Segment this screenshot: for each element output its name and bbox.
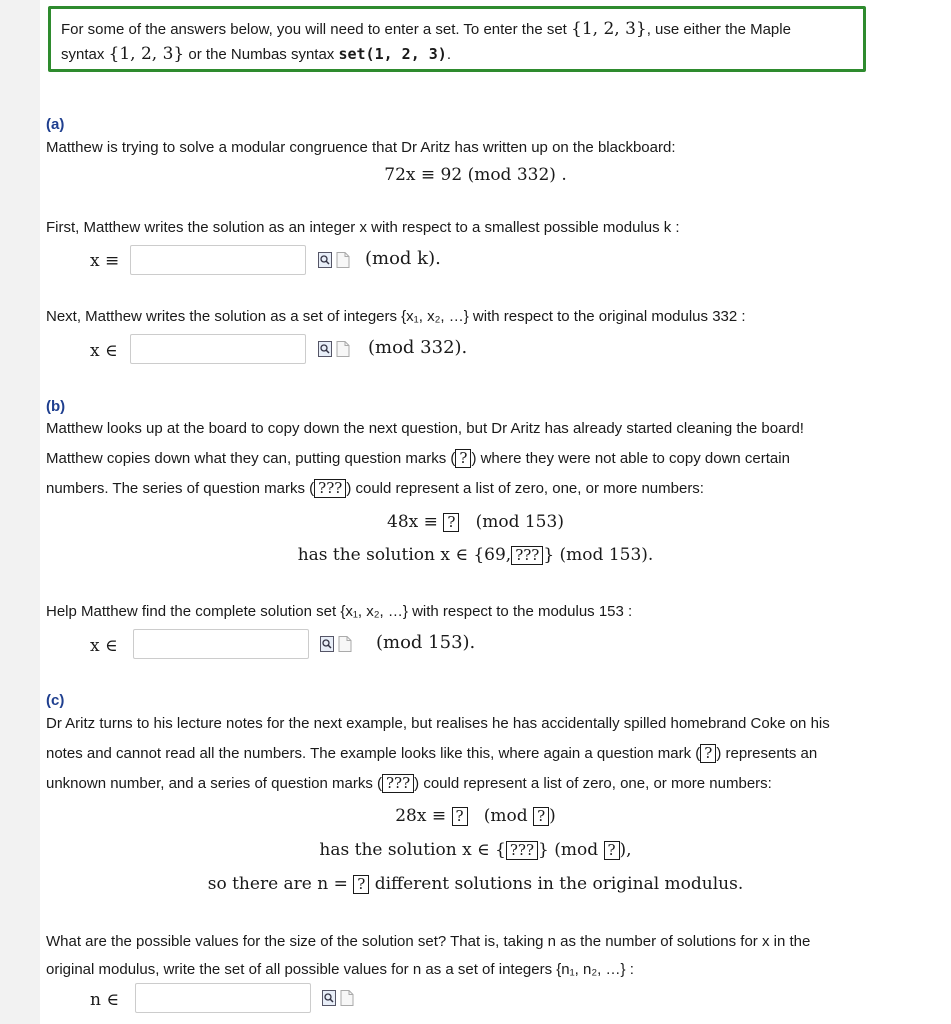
part-c-answer-input[interactable] (135, 983, 311, 1013)
part-a-q1-text: First, Matthew writes the solution as an integer x with respect to a smallest possible modulus k : (46, 219, 680, 236)
preview-icon[interactable] (322, 990, 336, 1006)
unknown-list-box: ??? (314, 479, 346, 498)
unknown-list-box: ??? (382, 774, 414, 793)
part-c-heading: (c) (46, 692, 65, 709)
set-example: {1, 2, 3} (571, 19, 647, 39)
part-b-para-line-1: Matthew looks up at the board to copy down the next question, but Dr Aritz has already started cleaning the board! (46, 420, 804, 437)
unknown-box: ? (533, 807, 549, 826)
unknown-box: ? (455, 449, 471, 468)
part-a-intro: Matthew is trying to solve a modular congruence that Dr Aritz has written up on the blackboard: (46, 139, 676, 156)
part-c-equation-2: has the solution x ∈ { ??? } (mod ? ), (319, 840, 632, 860)
document-icon[interactable] (336, 252, 350, 268)
part-a-q1-mod: (mod k). (365, 248, 441, 269)
part-b-para-line-3: numbers. The series of question marks ( ??? ) could represent a list of zero, one, or more numbers: (46, 479, 704, 497)
notice-line-1: For some of the answers below, you will need to enter a set. To enter the set {1, 2, 3}, use either the Maple (61, 19, 791, 39)
unknown-box: ? (700, 744, 716, 763)
part-b-help-text: Help Matthew find the complete solution set {x₁, x₂, …} with respect to the modulus 153 : (46, 603, 633, 620)
notice-line-2: syntax {1, 2, 3} or the Numbas syntax set(1, 2, 3). (61, 44, 452, 64)
document-icon[interactable] (340, 990, 354, 1006)
part-b-equation-2: has the solution x ∈ {69, ??? } (mod 153). (297, 545, 654, 565)
part-c-question-line-1: What are the possible values for the size of the solution set? That is, taking n as the number of solutions for x in the (46, 933, 811, 950)
part-a-answer-2-input[interactable] (130, 334, 306, 364)
part-b-answer-input[interactable] (133, 629, 309, 659)
part-c-question-line-2: original modulus, write the set of all possible values for n as a set of integers {n₁, n₂, …} : (46, 961, 634, 978)
part-c-equation-1: 28x ≡ ? (mod ? ) (395, 806, 556, 826)
part-a-q2-text: Next, Matthew writes the solution as a set of integers {x₁, x₂, …} with respect to the original modulus 332 : (46, 308, 746, 325)
part-c-para-line-2: notes and cannot read all the numbers. The example looks like this, where again a question mark ( ? ) represents an (46, 744, 818, 762)
part-b-answer-mod: (mod 153). (376, 632, 476, 653)
part-a-q2-mod: (mod 332). (368, 337, 468, 358)
preview-icon[interactable] (320, 636, 334, 652)
part-a-q1-label: x ≡ (90, 251, 120, 271)
document-icon[interactable] (338, 636, 352, 652)
part-b-para-line-2: Matthew copies down what they can, putting question marks ( ? ) where they were not able to copy down certain (46, 449, 790, 467)
unknown-list-box: ??? (511, 546, 543, 565)
part-a-congruence: 72x ≡ 92 (mod 332) . (384, 165, 567, 185)
part-b-equation-1: 48x ≡ ? (mod 153) (387, 512, 564, 532)
part-c-para-line-3: unknown number, and a series of question marks ( ??? ) could represent a list of zero, one, or more numbers: (46, 774, 772, 792)
part-c-answer-label: n ∈ (90, 990, 119, 1010)
numbas-syntax: set(1, 2, 3) (338, 45, 447, 63)
unknown-box: ? (604, 841, 620, 860)
part-c-equation-3: so there are n = ? different solutions in the original modulus. (207, 874, 744, 894)
set-entry-notice (48, 6, 866, 72)
unknown-list-box: ??? (506, 841, 538, 860)
preview-icon[interactable] (318, 252, 332, 268)
part-a-heading: (a) (46, 116, 65, 133)
part-c-para-line-1: Dr Aritz turns to his lecture notes for the next example, but realises he has accidentally spilled homebrand Coke on his (46, 715, 830, 732)
preview-icon[interactable] (318, 341, 332, 357)
maple-syntax: {1, 2, 3} (108, 44, 185, 64)
document-icon[interactable] (336, 341, 350, 357)
part-a-q2-label: x ∈ (90, 341, 118, 361)
part-b-heading: (b) (46, 398, 66, 415)
unknown-box: ? (353, 875, 369, 894)
unknown-box: ? (452, 807, 468, 826)
part-a-answer-1-input[interactable] (130, 245, 306, 275)
part-b-answer-label: x ∈ (90, 636, 118, 656)
unknown-box: ? (443, 513, 459, 532)
